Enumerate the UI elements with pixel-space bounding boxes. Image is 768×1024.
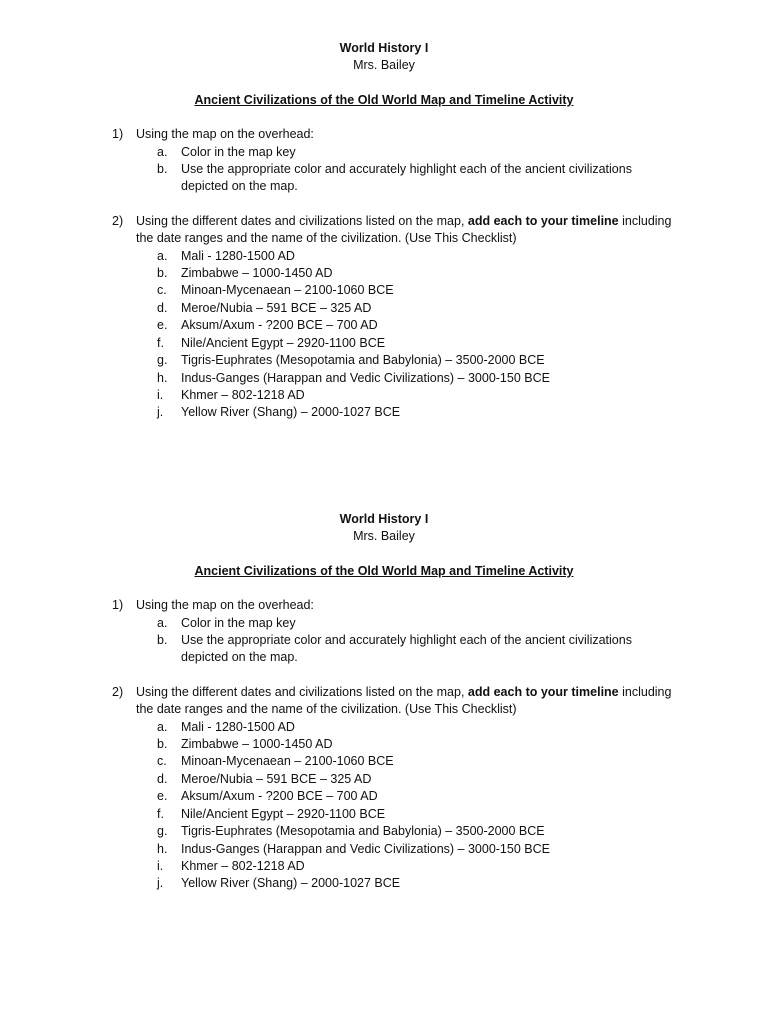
item-text: Tigris-Euphrates (Mesopotamia and Babylonia) – 3500-2000 BCE [181,824,545,839]
list-item [0,300,768,317]
task-number: 2) [112,684,124,699]
item-text: Minoan-Mycenaean – 2100-1060 BCE [181,283,394,298]
item-text: Mali - 1280-1500 AD [181,719,295,734]
task-2 [0,213,768,422]
instruction-text-emphasis: add each to your timeline [467,684,619,699]
task-1-sub-list [0,615,768,667]
item-text: Zimbabwe – 1000-1450 AD [181,737,333,752]
list-item [0,161,768,196]
list-item [0,370,768,387]
list-item [0,265,768,282]
instruction-text-start: Using the different dates and civilizations listed on the map, [136,213,468,228]
civilization-checklist [0,719,768,893]
list-item [0,632,768,667]
item-text: Aksum/Axum - ?200 BCE – 700 AD [181,789,378,804]
item-letter: b. [157,633,168,648]
task-instruction: Using the map on the overhead: [136,598,314,613]
list-item [0,875,768,892]
item-letter: f. [157,806,164,821]
item-letter: h. [157,841,168,856]
task-number: 1) [112,127,124,142]
item-text: Tigris-Euphrates (Mesopotamia and Babylonia) – 3500-2000 BCE [181,353,545,368]
item-text: Use the appropriate color and accurately highlight each of the ancient civilizations depicted on the map. [181,633,632,665]
list-item [0,317,768,334]
item-letter: d. [157,300,168,315]
item-letter: g. [157,824,168,839]
item-letter: b. [157,737,168,752]
list-item [0,719,768,736]
list-item [0,736,768,753]
item-text: Minoan-Mycenaean – 2100-1060 BCE [181,754,394,769]
item-text: Yellow River (Shang) – 2000-1027 BCE [181,876,401,891]
item-letter: a. [157,615,168,630]
item-text: Khmer – 802-1218 AD [181,858,305,873]
item-text: Indus-Ganges (Harappan and Vedic Civilizations) – 3000-150 BCE [181,841,550,856]
item-letter: i. [157,387,164,402]
list-item [0,387,768,404]
instruction-text-start: Using the different dates and civilizations listed on the map, [136,684,468,699]
list-item [0,282,768,299]
item-letter: i. [157,858,164,873]
worksheet-title: World History I [339,512,429,526]
teacher-name: Mrs. Bailey [353,58,415,73]
item-text: Nile/Ancient Egypt – 2920-1100 BCE [181,335,386,350]
list-item [0,352,768,369]
task-1 [0,126,768,196]
list-item [0,404,768,421]
item-letter: a. [157,719,168,734]
teacher-name: Mrs. Bailey [353,529,415,544]
item-letter: b. [157,266,168,281]
item-letter: c. [157,283,167,298]
activity-heading: Ancient Civilizations of the Old World Map and Timeline Activity [194,92,574,107]
item-letter: j. [157,405,164,420]
task-2 [0,684,768,893]
item-text: Yellow River (Shang) – 2000-1027 BCE [181,405,401,420]
item-text: Zimbabwe – 1000-1450 AD [181,266,333,281]
list-item [0,248,768,265]
list-item [0,335,768,352]
item-letter: j. [157,876,164,891]
item-letter: a. [157,248,168,263]
item-letter: b. [157,162,168,177]
item-text: Meroe/Nubia – 591 BCE – 325 AD [181,300,372,315]
item-letter: e. [157,318,168,333]
list-item [0,615,768,632]
list-item [0,788,768,805]
list-item [0,144,768,161]
worksheet-title: World History I [339,41,429,55]
item-letter: h. [157,370,168,385]
task-number: 1) [112,598,124,613]
item-letter: f. [157,335,164,350]
task-1 [0,597,768,667]
item-text: Aksum/Axum - ?200 BCE – 700 AD [181,318,378,333]
item-text: Color in the map key [181,615,296,630]
worksheet-bottom [0,511,768,893]
item-text: Mali - 1280-1500 AD [181,248,295,263]
item-text: Meroe/Nubia – 591 BCE – 325 AD [181,771,372,786]
instruction-text-end: including the date ranges and the name of the civilization. (Use This Checklist) [136,684,672,717]
item-letter: d. [157,771,168,786]
instruction-text-emphasis: add each to your timeline [467,213,619,228]
item-text: Nile/Ancient Egypt – 2920-1100 BCE [181,806,386,821]
task-instruction: Using the map on the overhead: [136,127,314,142]
activity-heading: Ancient Civilizations of the Old World Map and Timeline Activity [194,563,574,578]
task-1-sub-list [0,144,768,196]
worksheet-top [0,40,768,422]
list-item [0,858,768,875]
list-item [0,806,768,823]
list-item [0,823,768,840]
item-letter: g. [157,353,168,368]
task-number: 2) [112,213,124,228]
item-letter: a. [157,144,168,159]
civilization-checklist [0,248,768,422]
item-letter: c. [157,754,167,769]
task-instruction [136,684,680,719]
list-item [0,771,768,788]
item-text: Color in the map key [181,144,296,159]
item-text: Use the appropriate color and accurately highlight each of the ancient civilizations depicted on the map. [181,162,632,194]
item-letter: e. [157,789,168,804]
instruction-text-end: including the date ranges and the name of the civilization. (Use This Checklist) [136,213,672,246]
item-text: Khmer – 802-1218 AD [181,387,305,402]
list-item [0,753,768,770]
list-item [0,841,768,858]
item-text: Indus-Ganges (Harappan and Vedic Civilizations) – 3000-150 BCE [181,370,550,385]
task-instruction [136,213,680,248]
